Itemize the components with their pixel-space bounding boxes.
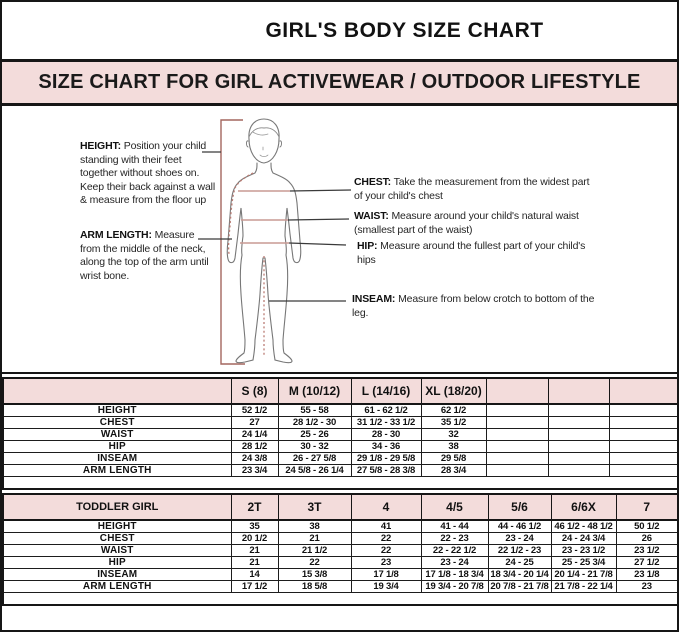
note-height-label: HEIGHT:: [80, 140, 121, 152]
header-row: [3, 494, 678, 520]
measurement-cell: 50 1/2: [616, 520, 678, 533]
measurement-cell: 25 - 25 3/4: [551, 557, 616, 569]
table-row: [3, 429, 678, 441]
measurement-cell: 22: [278, 557, 351, 569]
measurement-cell: 29 1/8 - 29 5/8: [351, 453, 421, 465]
measurement-cell: 23 1/2: [616, 545, 678, 557]
measurement-cell: 27: [231, 417, 278, 429]
measurement-cell: 20 7/8 - 21 7/8: [488, 581, 551, 593]
table-row: [3, 557, 678, 569]
note-waist-text: Measure around your child's natural waist (smallest part of the waist): [354, 210, 579, 236]
table-row: [3, 545, 678, 557]
measurement-cell: [486, 441, 548, 453]
column-header: [548, 378, 609, 404]
measurement-cell: 24 5/8 - 26 1/4: [278, 465, 351, 477]
table-row: [3, 441, 678, 453]
title-block: [2, 2, 677, 62]
measurement-cell: 55 - 58: [278, 404, 351, 417]
measurement-cell: 24 3/8: [231, 453, 278, 465]
measurement-cell: 28 - 30: [351, 429, 421, 441]
note-arm-length-label: ARM LENGTH:: [80, 229, 152, 241]
subtitle-banner: [2, 62, 677, 106]
measurement-cell: 29 5/8: [421, 453, 486, 465]
row-label: CHEST: [3, 417, 231, 429]
column-header: [609, 378, 678, 404]
measurement-cell: 61 - 62 1/2: [351, 404, 421, 417]
measurement-cell: [548, 465, 609, 477]
measurement-cell: 44 - 46 1/2: [488, 520, 551, 533]
measurement-cell: 15 3/8: [278, 569, 351, 581]
column-header: XL (18/20): [421, 378, 486, 404]
measurement-cell: 23 1/8: [616, 569, 678, 581]
measurement-cell: 22 - 23: [421, 533, 488, 545]
row-label: ARM LENGTH: [3, 581, 231, 593]
table-row: [3, 404, 678, 417]
measurement-cell: 14: [231, 569, 278, 581]
measurement-cell: [548, 404, 609, 417]
measurement-cell: 21 1/2: [278, 545, 351, 557]
measurement-cell: 22 1/2 - 23: [488, 545, 551, 557]
table-row: [3, 533, 678, 545]
measurement-cell: 22 - 22 1/2: [421, 545, 488, 557]
table-row: [3, 520, 678, 533]
measurement-cell: [609, 417, 678, 429]
note-chest: [354, 176, 594, 203]
note-hip: [357, 240, 592, 267]
note-hip-text: Measure around the fullest part of your child's hips: [357, 240, 586, 266]
measurement-cell: 17 1/8: [351, 569, 421, 581]
page-subtitle: SIZE CHART FOR GIRL ACTIVEWEAR / OUTDOOR LIFESTYLE: [38, 71, 641, 93]
measurement-cell: 19 3/4: [351, 581, 421, 593]
table-row: [3, 417, 678, 429]
measurement-cell: 22: [351, 533, 421, 545]
note-waist: [354, 210, 604, 237]
girl-size-table: [2, 377, 679, 490]
measurement-cell: 21: [231, 557, 278, 569]
row-label: INSEAM: [3, 569, 231, 581]
column-header: [486, 378, 548, 404]
column-header: L (14/16): [351, 378, 421, 404]
note-hip-label: HIP:: [357, 240, 378, 252]
row-label: WAIST: [3, 545, 231, 557]
measurement-cell: 23 - 24: [421, 557, 488, 569]
note-inseam-label: INSEAM:: [352, 293, 396, 305]
measurement-cell: 31 1/2 - 33 1/2: [351, 417, 421, 429]
measurement-cell: 26 - 27 5/8: [278, 453, 351, 465]
measurement-cell: [486, 453, 548, 465]
spacer-row: [3, 593, 678, 606]
page-title: GIRL'S BODY SIZE CHART: [265, 18, 544, 42]
measurement-cell: 28 3/4: [421, 465, 486, 477]
measurement-cell: 17 1/2: [231, 581, 278, 593]
note-waist-label: WAIST:: [354, 210, 389, 222]
measurement-cell: 23 - 23 1/2: [551, 545, 616, 557]
measurement-cell: 19 3/4 - 20 7/8: [421, 581, 488, 593]
note-inseam: [352, 293, 597, 320]
measurement-cell: [548, 441, 609, 453]
measurement-cell: 21: [231, 545, 278, 557]
column-header: 7: [616, 494, 678, 520]
column-header: 4/5: [421, 494, 488, 520]
table-row: [3, 465, 678, 477]
measurement-cell: 23 3/4: [231, 465, 278, 477]
measurement-cell: [548, 453, 609, 465]
measurement-cell: 24 - 25: [488, 557, 551, 569]
measurement-cell: 18 3/4 - 20 1/4: [488, 569, 551, 581]
column-header: 5/6: [488, 494, 551, 520]
measurement-cell: [486, 465, 548, 477]
measurement-cell: [548, 417, 609, 429]
size-tables-section: [2, 374, 677, 606]
measurement-cell: 23: [616, 581, 678, 593]
measurement-cell: 28 1/2: [231, 441, 278, 453]
header-row: [3, 378, 678, 404]
measurement-cell: 26: [616, 533, 678, 545]
note-inseam-text: Measure from below crotch to bottom of the leg.: [352, 293, 595, 319]
measurement-cell: 20 1/4 - 21 7/8: [551, 569, 616, 581]
toddler-girl-size-table: [2, 493, 679, 606]
column-header: 6/6X: [551, 494, 616, 520]
row-label: HEIGHT: [3, 520, 231, 533]
body-measurement-lines: [238, 191, 290, 243]
measurement-cell: 41: [351, 520, 421, 533]
row-label: WAIST: [3, 429, 231, 441]
measurement-cell: 21 7/8 - 22 1/4: [551, 581, 616, 593]
measurement-cell: 52 1/2: [231, 404, 278, 417]
note-chest-label: CHEST:: [354, 176, 392, 188]
row-label: INSEAM: [3, 453, 231, 465]
measurement-cell: 21: [278, 533, 351, 545]
column-header: TODDLER GIRL: [3, 494, 231, 520]
note-arm-length-text: Measure from the middle of the neck, along the top of the arm until wrist bone.: [80, 229, 209, 282]
measurement-cell: 38: [421, 441, 486, 453]
row-label: ARM LENGTH: [3, 465, 231, 477]
measurement-cell: 32: [421, 429, 486, 441]
row-label: HIP: [3, 441, 231, 453]
spacer-row: [3, 477, 678, 490]
table-row: [3, 569, 678, 581]
measurement-cell: 30 - 32: [278, 441, 351, 453]
measurement-diagram: [2, 106, 677, 374]
column-header: M (10/12): [278, 378, 351, 404]
measurement-cell: 17 1/8 - 18 3/4: [421, 569, 488, 581]
measurement-cell: 35: [231, 520, 278, 533]
measurement-cell: [609, 404, 678, 417]
measurement-cell: 24 1/4: [231, 429, 278, 441]
measurement-cell: 23 - 24: [488, 533, 551, 545]
measurement-cell: 27 1/2: [616, 557, 678, 569]
column-header: 4: [351, 494, 421, 520]
column-header: S (8): [231, 378, 278, 404]
child-body-outline: [227, 119, 301, 363]
table-row: [3, 581, 678, 593]
note-height-text: Position your child standing with their feet together without shoes on. Keep their back against a wall & measure from the floor up: [80, 140, 215, 206]
row-label: CHEST: [3, 533, 231, 545]
measurement-cell: [486, 404, 548, 417]
measurement-cell: 28 1/2 - 30: [278, 417, 351, 429]
note-chest-text: Take the measurement from the widest part of your child's chest: [354, 176, 590, 202]
measurement-cell: 18 5/8: [278, 581, 351, 593]
measurement-cell: [609, 429, 678, 441]
measurement-cell: 23: [351, 557, 421, 569]
measurement-cell: [609, 453, 678, 465]
column-header: [3, 378, 231, 404]
measurement-cell: 62 1/2: [421, 404, 486, 417]
height-bracket-line: [221, 120, 245, 364]
table-row: [3, 453, 678, 465]
measurement-cell: 27 5/8 - 28 3/8: [351, 465, 421, 477]
measurement-cell: 34 - 36: [351, 441, 421, 453]
measurement-cell: 41 - 44: [421, 520, 488, 533]
measurement-cell: 24 - 24 3/4: [551, 533, 616, 545]
measurement-cell: 20 1/2: [231, 533, 278, 545]
measurement-cell: [486, 417, 548, 429]
measurement-cell: 22: [351, 545, 421, 557]
row-label: HIP: [3, 557, 231, 569]
measurement-cell: 25 - 26: [278, 429, 351, 441]
measurement-cell: 38: [278, 520, 351, 533]
measurement-cell: [609, 441, 678, 453]
measurement-cell: [548, 429, 609, 441]
measurement-cell: [609, 465, 678, 477]
measurement-cell: 46 1/2 - 48 1/2: [551, 520, 616, 533]
measurement-cell: 35 1/2: [421, 417, 486, 429]
measurement-cell: [486, 429, 548, 441]
column-header: 3T: [278, 494, 351, 520]
column-header: 2T: [231, 494, 278, 520]
row-label: HEIGHT: [3, 404, 231, 417]
note-height: [80, 140, 216, 208]
note-arm-length: [80, 229, 212, 283]
